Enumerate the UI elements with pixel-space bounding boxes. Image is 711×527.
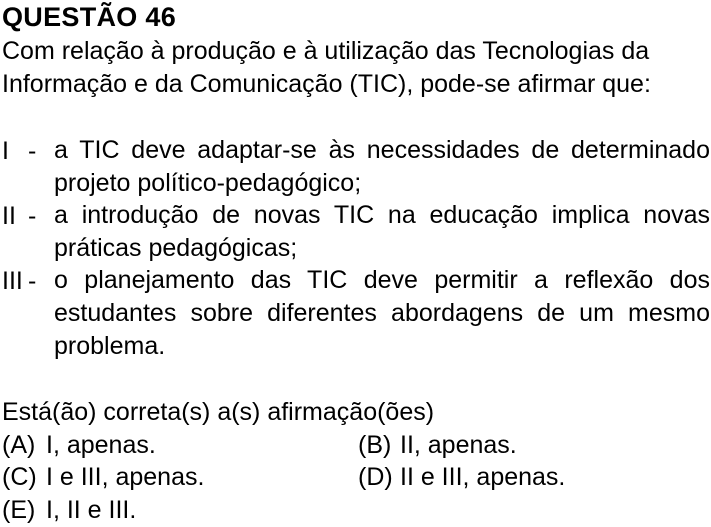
statement-2-line-2: práticas pedagógicas; bbox=[54, 234, 298, 262]
statement-2-numeral: II bbox=[2, 202, 16, 230]
statement-1-numeral: I bbox=[2, 137, 9, 165]
option-d-letter: (D) bbox=[358, 463, 393, 491]
option-e-text: I, II e III. bbox=[46, 496, 137, 524]
question-stem-line-1: Com relação à produção e à utilização das Tecnologias da bbox=[2, 37, 650, 65]
option-b-letter: (B) bbox=[358, 431, 392, 459]
statement-3-dash: - bbox=[28, 267, 37, 295]
statement-1-text bbox=[54, 134, 710, 200]
statement-3-numeral: III bbox=[2, 267, 23, 295]
option-a-letter: (A) bbox=[2, 431, 36, 459]
option-b-text: II, apenas. bbox=[400, 431, 517, 459]
option-e bbox=[2, 495, 136, 525]
statement-2-text bbox=[54, 199, 710, 265]
statement-1-dash: - bbox=[28, 137, 37, 165]
statement-3-text bbox=[54, 264, 710, 363]
statement-3-line-1: o planejamento das TIC deve permitir a reflexão dos bbox=[54, 266, 710, 294]
option-e-letter: (E) bbox=[2, 496, 36, 524]
question-stem-line-2: Informação e da Comunicação (TIC), pode-se afirmar que: bbox=[2, 70, 651, 98]
statement-1-line-1: a TIC deve adaptar-se às necessidades de determinado bbox=[54, 136, 710, 164]
statement-2-line-1: a introdução de novas TIC na educação implica novas bbox=[54, 201, 710, 229]
answer-prompt: Está(ão) correta(s) a(s) afirmação(ões) bbox=[2, 398, 435, 426]
option-b bbox=[358, 430, 517, 460]
statement-2-dash: - bbox=[28, 202, 37, 230]
option-d-text: II e III, apenas. bbox=[400, 463, 566, 491]
option-c bbox=[2, 462, 204, 492]
question-title: QUESTÃO 46 bbox=[2, 2, 177, 32]
statement-1-line-2: projeto político-pedagógico; bbox=[54, 169, 362, 197]
statement-3-line-3: problema. bbox=[54, 332, 166, 360]
option-a bbox=[2, 430, 156, 460]
option-c-text: I e III, apenas. bbox=[46, 463, 205, 491]
option-a-text: I, apenas. bbox=[46, 431, 156, 459]
option-d bbox=[358, 462, 565, 492]
option-c-letter: (C) bbox=[2, 463, 37, 491]
statement-3-line-2: estudantes sobre diferentes abordagens de um mesmo bbox=[54, 299, 710, 327]
